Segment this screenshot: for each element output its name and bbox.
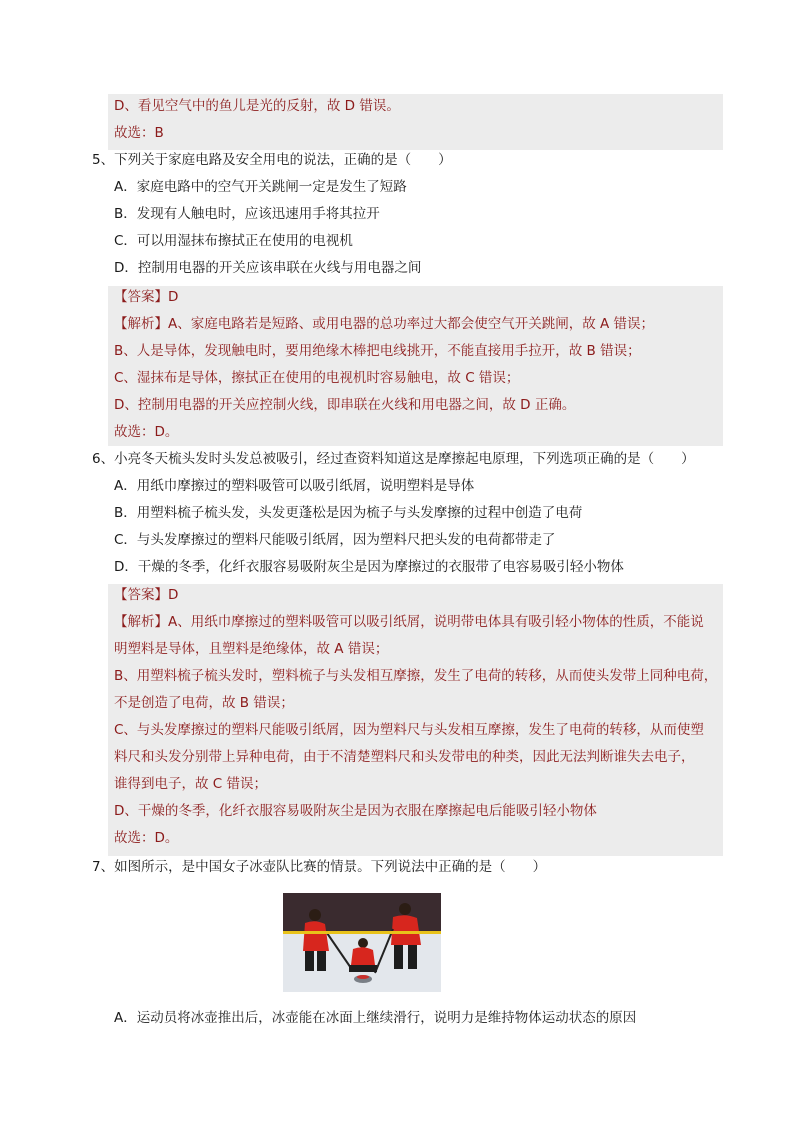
q5-answer: D: [168, 289, 179, 305]
q7-stem: 7、如图所示，是中国女子冰壶队比赛的情景。下列说法中正确的是（ ）: [92, 859, 547, 875]
q6-analysis-line-3: B、用塑料梳子梳头发时，塑料梳子与头发相互摩擦，发生了电荷的转移，从而使头发带上同种电荷，: [114, 668, 718, 684]
q5-option-c: C．可以用湿抹布擦拭正在使用的电视机: [114, 233, 353, 249]
q5-analysis-line-3: C、湿抹布是导体，擦拭正在使用的电视机时容易触电，故 C 错误；: [114, 370, 520, 386]
q6-answer: D: [168, 587, 179, 603]
prev-analysis-line: D、看见空气中的鱼儿是光的反射，故 D 错误。: [114, 98, 400, 114]
q5-option-b: B．发现有人触电时，应该迅速用手将其拉开: [114, 206, 380, 222]
q6-analysis-line-5: C、与头发摩擦过的塑料尺能吸引纸屑，因为塑料尺与头发相互摩擦，发生了电荷的转移，从而使塑: [114, 722, 704, 738]
q6-option-c: C．与头发摩擦过的塑料尺能吸引纸屑，因为塑料尺把头发的电荷都带走了: [114, 532, 556, 548]
q5-answer-tag: 【答案】: [114, 289, 168, 305]
q5-choice: 故选：D。: [114, 424, 179, 440]
q6-analysis-line-6: 料尺和头发分别带上异种电荷，由于不清楚塑料尺和头发带电的种类，因此无法判断谁失去电子，: [114, 749, 695, 765]
q5-analysis-tag: 【解析】: [114, 316, 168, 332]
q6-analysis-tag: 【解析】: [114, 614, 168, 630]
q5-analysis-text-1: A、家庭电路若是短路、或用电器的总功率过大都会使空气开关跳闸，故 A 错误；: [168, 316, 655, 332]
q5-answer-line: [114, 287, 178, 307]
q5-option-d: D．控制用电器的开关应该串联在火线与用电器之间: [114, 260, 422, 276]
q6-analysis-line-1: [114, 612, 704, 632]
answer-panel-q5: [108, 286, 723, 446]
q6-analysis-line-4: 不是创造了电荷，故 B 错误；: [114, 695, 294, 711]
q6-analysis-line-8: D、干燥的冬季，化纤衣服容易吸附灰尘是因为衣服在摩擦起电后能吸引轻小物体: [114, 803, 597, 819]
curling-team-photo: [283, 893, 441, 992]
q6-analysis-line-2: 明塑料是导体，且塑料是绝缘体，故 A 错误；: [114, 641, 389, 657]
q6-stem: 6、小亮冬天梳头发时头发总被吸引，经过查资料知道这是摩擦起电原理，下列选项正确的是（ ）: [92, 451, 695, 467]
q5-stem: 5、下列关于家庭电路及安全用电的说法，正确的是（ ）: [92, 152, 452, 168]
q6-choice: 故选：D。: [114, 830, 179, 846]
q5-analysis-line-4: D、控制用电器的开关应控制火线，即串联在火线和用电器之间，故 D 正确。: [114, 397, 576, 413]
q6-analysis-text-1: A、用纸巾摩擦过的塑料吸管可以吸引纸屑，说明带电体具有吸引轻小物体的性质，不能说: [168, 614, 704, 630]
q5-analysis-line-1: [114, 314, 654, 334]
curling-illustration: [283, 893, 441, 992]
q6-option-d: D．干燥的冬季，化纤衣服容易吸附灰尘是因为摩擦过的衣服带了电容易吸引轻小物体: [114, 559, 624, 575]
q7-option-a: A．运动员将冰壶推出后，冰壶能在冰面上继续滑行，说明力是维持物体运动状态的原因: [114, 1010, 637, 1026]
q5-analysis-line-2: B、人是导体，发现触电时，要用绝缘木棒把电线挑开，不能直接用手拉开，故 B 错误；: [114, 343, 641, 359]
q6-answer-line: [114, 585, 178, 605]
prev-choice: 故选：B: [114, 125, 164, 141]
q6-option-a: A．用纸巾摩擦过的塑料吸管可以吸引纸屑，说明塑料是导体: [114, 478, 475, 494]
q5-option-a: A．家庭电路中的空气开关跳闸一定是发生了短路: [114, 179, 407, 195]
q6-analysis-line-7: 谁得到电子，故 C 错误；: [114, 776, 268, 792]
q6-option-b: B．用塑料梳子梳头发，头发更蓬松是因为梳子与头发摩擦的过程中创造了电荷: [114, 505, 583, 521]
q6-answer-tag: 【答案】: [114, 587, 168, 603]
